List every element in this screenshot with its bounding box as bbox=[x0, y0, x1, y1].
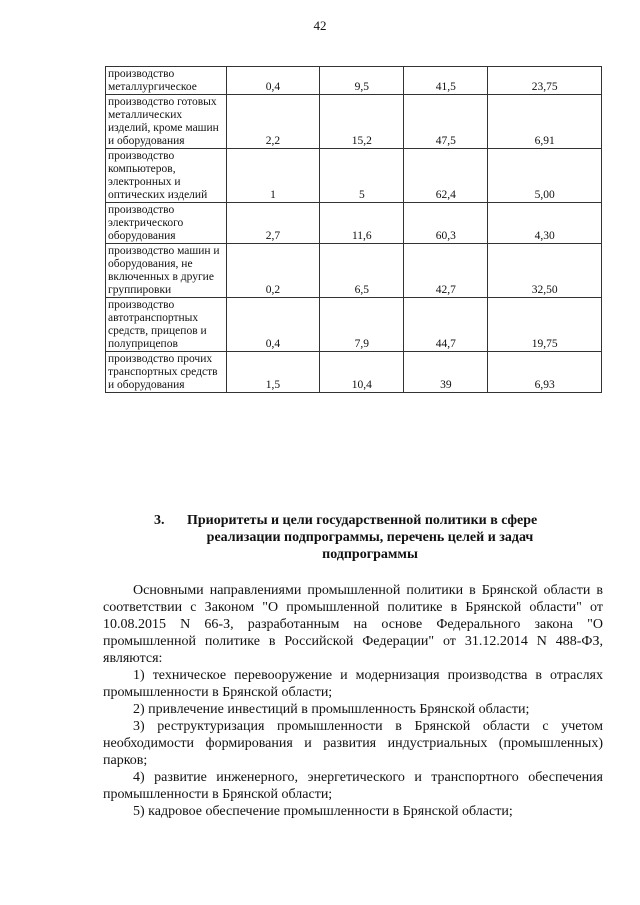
table-row bbox=[106, 298, 602, 352]
value-cell-3: 60,3 bbox=[404, 203, 488, 244]
section-title-line-2: реализации подпрограммы, перечень целей и задач bbox=[206, 530, 534, 545]
value-cell-3: 62,4 bbox=[404, 149, 488, 203]
value-cell-3: 41,5 bbox=[404, 67, 488, 95]
value-cell-2: 6,5 bbox=[320, 244, 404, 298]
value-cell-1: 0,2 bbox=[226, 244, 320, 298]
section-title-line-1: Приоритеты и цели государственной политики в сфере bbox=[187, 513, 538, 528]
value-cell-4: 6,93 bbox=[488, 352, 602, 393]
value-cell-2: 10,4 bbox=[320, 352, 404, 393]
section-title-line-3: подпрограммы bbox=[322, 547, 418, 562]
value-cell-1: 1 bbox=[226, 149, 320, 203]
list-item: 1) техническое перевооружение и модернизация производства в отраслях промышленности в Брянской области; bbox=[103, 668, 603, 700]
table-row bbox=[106, 203, 602, 244]
value-cell-1: 2,7 bbox=[226, 203, 320, 244]
industry-name-cell: производство металлургическое bbox=[106, 67, 227, 95]
list-item: 5) кадровое обеспечение промышленности в Брянской области; bbox=[133, 804, 513, 819]
table-row bbox=[106, 244, 602, 298]
value-cell-4: 6,91 bbox=[488, 95, 602, 149]
industry-name-cell: производство машин и оборудования, не включенных в другие группировки bbox=[106, 244, 227, 298]
table-row bbox=[106, 67, 602, 95]
value-cell-1: 1,5 bbox=[226, 352, 320, 393]
industry-name-cell: производство готовых металлических изделий, кроме машин и оборудования bbox=[106, 95, 227, 149]
list-item: 2) привлечение инвестиций в промышленность Брянской области; bbox=[133, 702, 530, 717]
industry-name-cell: производство компьютеров, электронных и оптических изделий bbox=[106, 149, 227, 203]
list-item: 4) развитие инженерного, энергетического и транспортного обеспечения промышленности в Брянской области; bbox=[103, 770, 603, 802]
value-cell-3: 39 bbox=[404, 352, 488, 393]
page-number: 42 bbox=[313, 18, 327, 33]
industry-table bbox=[105, 66, 602, 393]
intro-paragraph: Основными направлениями промышленной политики в Брянской области в соответствии с Законом "О промышленной политике в Брянской области" от 10.08.2015 N 66-З, разработанным на основе Федерального закона "О промышленной политике в Российской Федерации" от 31.12.2014 N 488-ФЗ, являются: bbox=[103, 583, 603, 666]
value-cell-3: 42,7 bbox=[404, 244, 488, 298]
table-row bbox=[106, 352, 602, 393]
value-cell-4: 4,30 bbox=[488, 203, 602, 244]
industry-name-cell: производство электрического оборудования bbox=[106, 203, 227, 244]
table-row bbox=[106, 149, 602, 203]
body-text bbox=[103, 582, 603, 820]
value-cell-4: 32,50 bbox=[488, 244, 602, 298]
value-cell-4: 23,75 bbox=[488, 67, 602, 95]
value-cell-2: 5 bbox=[320, 149, 404, 203]
value-cell-2: 15,2 bbox=[320, 95, 404, 149]
section-number: 3. bbox=[154, 513, 165, 528]
value-cell-2: 7,9 bbox=[320, 298, 404, 352]
value-cell-4: 19,75 bbox=[488, 298, 602, 352]
value-cell-1: 2,2 bbox=[226, 95, 320, 149]
industry-name-cell: производство автотранспортных средств, прицепов и полуприцепов bbox=[106, 298, 227, 352]
value-cell-1: 0,4 bbox=[226, 298, 320, 352]
list-item: 3) реструктуризация промышленности в Брянской области с учетом необходимости формирования и развития индустриальных (промышленных) парков; bbox=[103, 719, 603, 768]
value-cell-3: 44,7 bbox=[404, 298, 488, 352]
table-row bbox=[106, 95, 602, 149]
industry-name-cell: производство прочих транспортных средств и оборудования bbox=[106, 352, 227, 393]
value-cell-3: 47,5 bbox=[404, 95, 488, 149]
value-cell-4: 5,00 bbox=[488, 149, 602, 203]
value-cell-1: 0,4 bbox=[226, 67, 320, 95]
value-cell-2: 11,6 bbox=[320, 203, 404, 244]
value-cell-2: 9,5 bbox=[320, 67, 404, 95]
